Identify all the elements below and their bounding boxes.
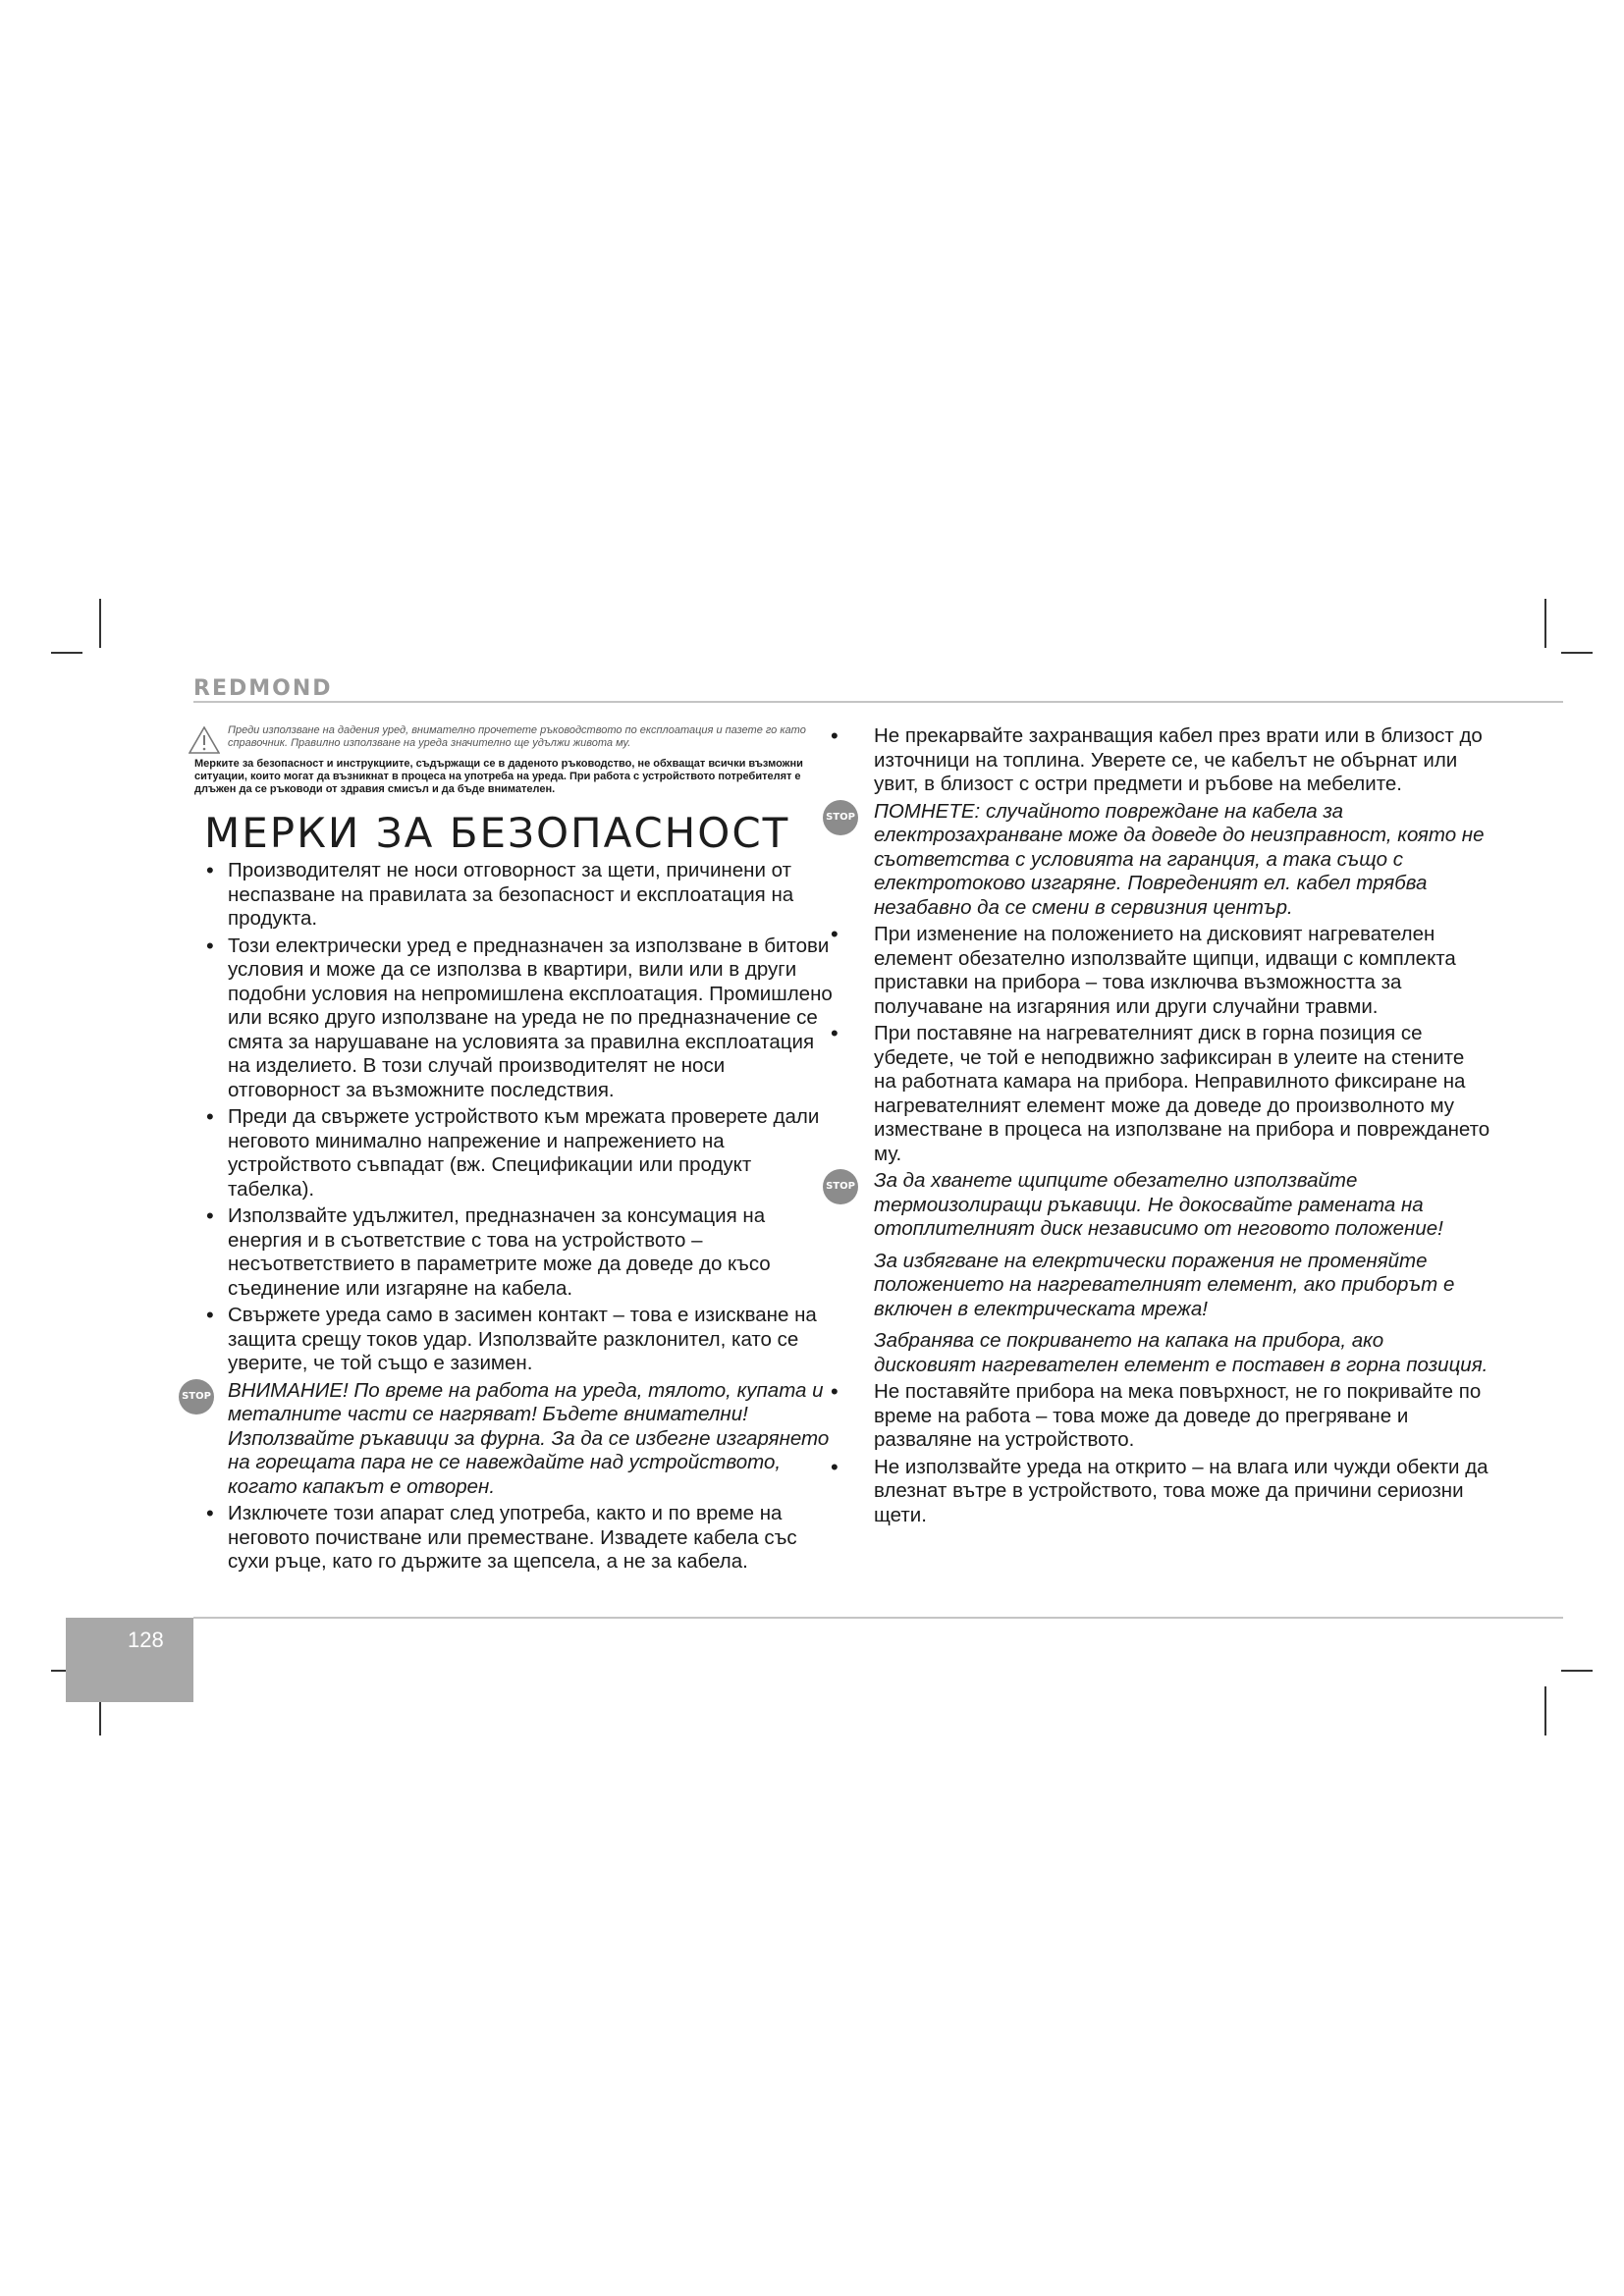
- list-item: • Изключете този апарат след употреба, както и по време на неговото почистване или преместване. Извадете кабела със сухи ръце, като го държите за щепсела, а не за кабела.: [181, 1502, 839, 1575]
- list-item: • При поставяне на нагревателният диск в горна позиция се убедете, че той е неподвижно зафиксиран в улеите на стените на работната камара на прибора. Неправилното фиксиране на нагревателният елемент може да доведе до произволното му изместване в процеса на използване на прибора и повреждането му.: [823, 1022, 1490, 1166]
- warning-bold-text: Мерките за безопасност и инструкциите, съдържащи се в даденото ръководство, не обхващат всички възможни ситуации, които могат да възникнат в процеса на употреба на уреда. При работа с устройството потребителят е длъжен да се ръководи от здравия смисъл и да бъде внимателен.: [194, 758, 803, 795]
- list-item: • Свържете уреда само в засимен контакт – това е изискване на защита срещу токов удар. Използвайте разклонител, като се уверите, че той също е зазимен.: [181, 1304, 839, 1376]
- list-item: • При изменение на положението на дисковият нагревателен елемент обезателно използвайте щипци, идващи с комплекта приставки на прибора – това изключва възможността за получаване на изгаряния или други случайни травми.: [823, 923, 1490, 1019]
- page-title: МЕРКИ ЗА БЕЗОПАСНОСТ: [204, 809, 790, 857]
- stop-icon: STOP: [179, 1379, 214, 1415]
- list-item: • Използвайте удължител, предназначен за консумация на енергия и в съответствие с това на устройството – несъответствието в параметрите може да доведе до късо съединение или изгаряне на кабела.: [181, 1204, 839, 1301]
- right-items-list: [823, 724, 1490, 1527]
- list-item: • Производителят не носи отговорност за щети, причинени от неспазване на правилата за безопасност и експлоатация на продукта.: [181, 859, 839, 932]
- stop-icon: STOP: [823, 800, 858, 835]
- list-item: • Не използвайте уреда на открито – на влага или чужди обекти да влезнат вътре в устройството, това може да причини сериозни щети.: [823, 1456, 1490, 1528]
- footer-rule: [193, 1617, 1563, 1619]
- warning-triangle-icon: [189, 726, 220, 754]
- list-item: • Преди да свържете устройството към мрежата проверете дали неговото минимално напрежение и напрежението на устройството съвпадат (вж. Спецификации или продукт табелка).: [181, 1105, 839, 1201]
- crop-mark: [51, 652, 82, 654]
- crop-mark: [1544, 599, 1546, 648]
- warning-italic-text: Преди използване на дадения уред, внимателно прочетете ръководството по експлоатация и пазете го като справочник. Правилно използване на уреда значително ще удължи живота му.: [228, 724, 806, 749]
- warning-note: Забранява се покриването на капака на прибора, ако дисковият нагревателен елемент е поставен в горна позиция.: [874, 1329, 1489, 1376]
- brand-logo: REDMOND: [193, 676, 333, 701]
- right-column: [823, 724, 1490, 1530]
- warning-note: За избягване на елекртически поражения не променяйте положението на нагревателният елемент, ако приборът е включен в електрическата мрежа!: [874, 1249, 1455, 1320]
- warning-block: [181, 724, 839, 750]
- warning-item: [823, 800, 1490, 921]
- list-item: • Не поставяйте прибора на мека повърхност, не го покривайте по време на работа – това може да доведе до прегряване и разваляне на устройството.: [823, 1380, 1490, 1453]
- warning-item: [181, 1379, 839, 1500]
- page-number-box: [66, 1618, 193, 1702]
- header-rule: [193, 701, 1563, 703]
- warning-item-text: За да хванете щипците обезателно използвайте термоизолиращи ръкавици. Не докосвайте рамената на отоплителният диск независимо от неговото положение!: [874, 1169, 1443, 1240]
- stop-icon: STOP: [823, 1169, 858, 1204]
- warning-item: [823, 1169, 1490, 1242]
- page-number: 128: [128, 1628, 164, 1652]
- warning-item-text: ВНИМАНИЕ! По време на работа на уреда, тялото, купата и металните части се нагряват! Бъдете внимателни! Използвайте ръкавици за фурна. За да се избегне изгарянето на горещата пара не се навеждайте над устройството, когато капакът е отворен.: [228, 1378, 830, 1498]
- crop-mark: [1561, 652, 1593, 654]
- list-item: • Този електрически уред е предназначен за използване в битови условия и може да се използва в квартири, вили или в други подобни условия на непромишлена експлоатация. Промишлено или всяко друго използване на уреда не по предназначение се смята за нарушаване на условията за правилна експлоатация на изделието. В този случай производителят не носи отговорност за възможните последствия.: [181, 934, 839, 1103]
- crop-mark: [1561, 1670, 1593, 1672]
- list-item: • Не прекарвайте захранващия кабел през врати или в близост до източници на топлина. Уверете се, че кабелът не обърнат или увит, в близост с остри предмети и ръбове на мебелите.: [823, 724, 1490, 797]
- left-column: [181, 724, 839, 1577]
- left-items-list: [181, 859, 839, 1575]
- crop-mark: [1544, 1686, 1546, 1735]
- crop-mark: [99, 599, 101, 648]
- warning-item-text: ПОМНЕТЕ: случайното повреждане на кабела за електрозахранване може да доведе до неизправност, която не съответства с условията на гаранция, а така също с електротоково изгаряне. Повреденият ел. кабел трябва незабавно да се смени в сервизния център.: [874, 799, 1485, 919]
